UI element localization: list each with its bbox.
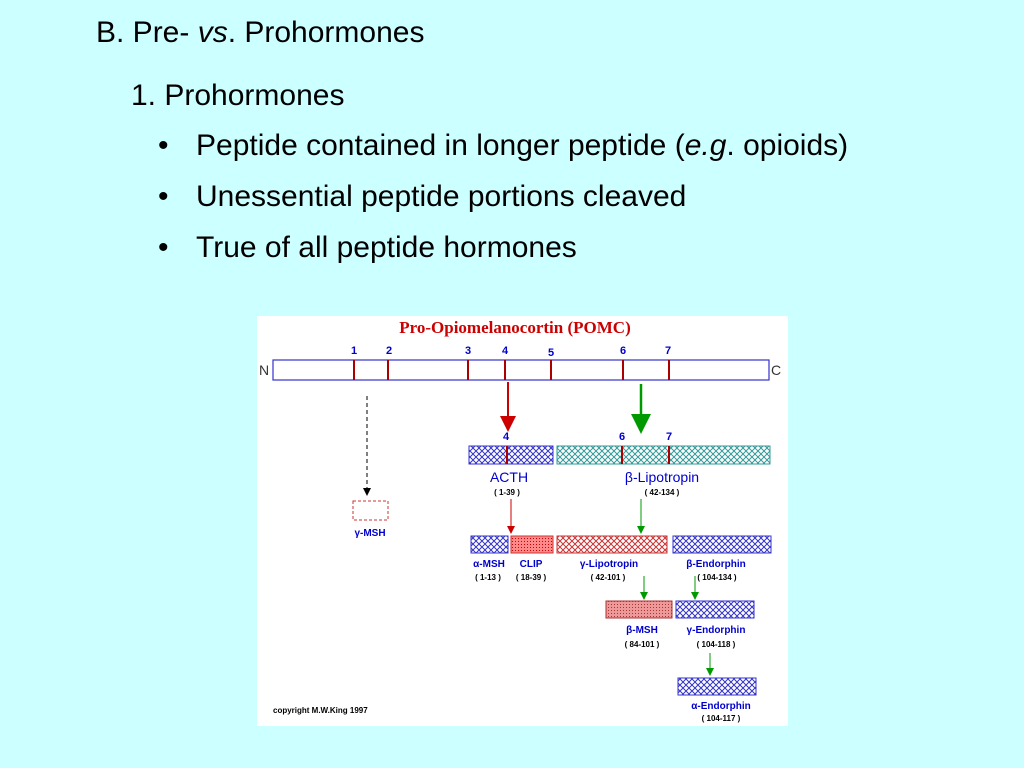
- copyright-text: copyright M.W.King 1997: [273, 706, 368, 715]
- gamma-lipotropin-label: γ-Lipotropin: [579, 559, 639, 570]
- bullet-dot: •: [158, 231, 169, 264]
- site-labels: [351, 345, 671, 359]
- site-label-2: 2: [385, 345, 393, 357]
- acth-site-label: 4: [502, 431, 510, 443]
- gamma-msh-box: [353, 501, 388, 520]
- alpha-endorphin-range: ( 104-117 ): [701, 714, 741, 723]
- alpha-endorphin-bar: [678, 678, 756, 695]
- clip-label: CLIP: [519, 559, 543, 570]
- bullet-dot: •: [158, 180, 169, 213]
- lipotropin-site-label-6: 6: [618, 431, 626, 443]
- alpha-msh-bar: [471, 536, 508, 553]
- site-label-7: 7: [664, 345, 672, 357]
- bullet-text: Unessential peptide portions cleaved: [196, 180, 687, 213]
- pomc-bar: [273, 360, 769, 380]
- title-suffix: . Prohormones: [227, 16, 425, 49]
- gamma-lipotropin-range: ( 42-101 ): [590, 573, 626, 582]
- alpha-msh-label: α-MSH: [473, 559, 505, 570]
- bullet-item: [158, 231, 577, 265]
- beta-msh-range: ( 84-101 ): [624, 640, 660, 649]
- alpha-msh-range: ( 1-13 ): [475, 573, 501, 582]
- acth-range: ( 1-39 ): [494, 488, 520, 497]
- gamma-endorphin-range: ( 104-118 ): [696, 640, 736, 649]
- diagram-title: Pro-Opiomelanocortin (POMC): [399, 318, 631, 337]
- gamma-endorphin-label: γ-Endorphin: [686, 625, 746, 636]
- bullet-text-suffix: . opioids): [726, 129, 849, 162]
- gamma-msh-label: γ-MSH: [354, 528, 386, 539]
- n-terminus-label: N: [259, 362, 270, 378]
- bullet-item: [158, 180, 686, 214]
- beta-endorphin-bar: [673, 536, 771, 553]
- lipotropin-site-label-7: 7: [665, 431, 673, 443]
- gamma-endorphin-bar: [676, 601, 754, 618]
- bullet-item: [158, 129, 848, 163]
- pomc-diagram: [257, 316, 788, 726]
- site-label-6: 6: [619, 345, 627, 357]
- site-label-3: 3: [464, 345, 472, 357]
- bullet-text: Peptide contained in longer peptide (: [196, 129, 685, 162]
- gamma-lipotropin-bar: [557, 536, 667, 553]
- bullet-emphasis: e.g: [684, 129, 727, 162]
- beta-endorphin-label: β-Endorphin: [686, 559, 746, 570]
- clip-bar: [511, 536, 553, 553]
- site-label-5: 5: [547, 347, 555, 359]
- lipotropin-label: β-Lipotropin: [624, 469, 700, 485]
- acth-bar: [469, 446, 553, 464]
- beta-msh-bar: [606, 601, 672, 618]
- slide-subtitle: 1. Prohormones: [131, 79, 345, 112]
- acth-label: ACTH: [489, 469, 529, 485]
- bullet-text: True of all peptide hormones: [196, 231, 577, 264]
- title-prefix: B. Pre-: [96, 16, 198, 49]
- lipotropin-bar: [557, 446, 770, 464]
- bullet-dot: •: [158, 129, 169, 162]
- c-terminus-label: C: [771, 362, 782, 378]
- alpha-endorphin-label: α-Endorphin: [691, 701, 751, 712]
- beta-endorphin-range: ( 104-134 ): [697, 573, 737, 582]
- clip-range: ( 18-39 ): [515, 573, 547, 582]
- pomc-diagram-svg: [257, 316, 788, 726]
- beta-msh-label: β-MSH: [626, 625, 658, 636]
- site-label-4: 4: [501, 345, 509, 357]
- slide-title: [96, 16, 424, 50]
- site-label-1: 1: [350, 345, 358, 357]
- title-emphasis: vs: [197, 16, 228, 49]
- lipotropin-range: ( 42-134 ): [644, 488, 680, 497]
